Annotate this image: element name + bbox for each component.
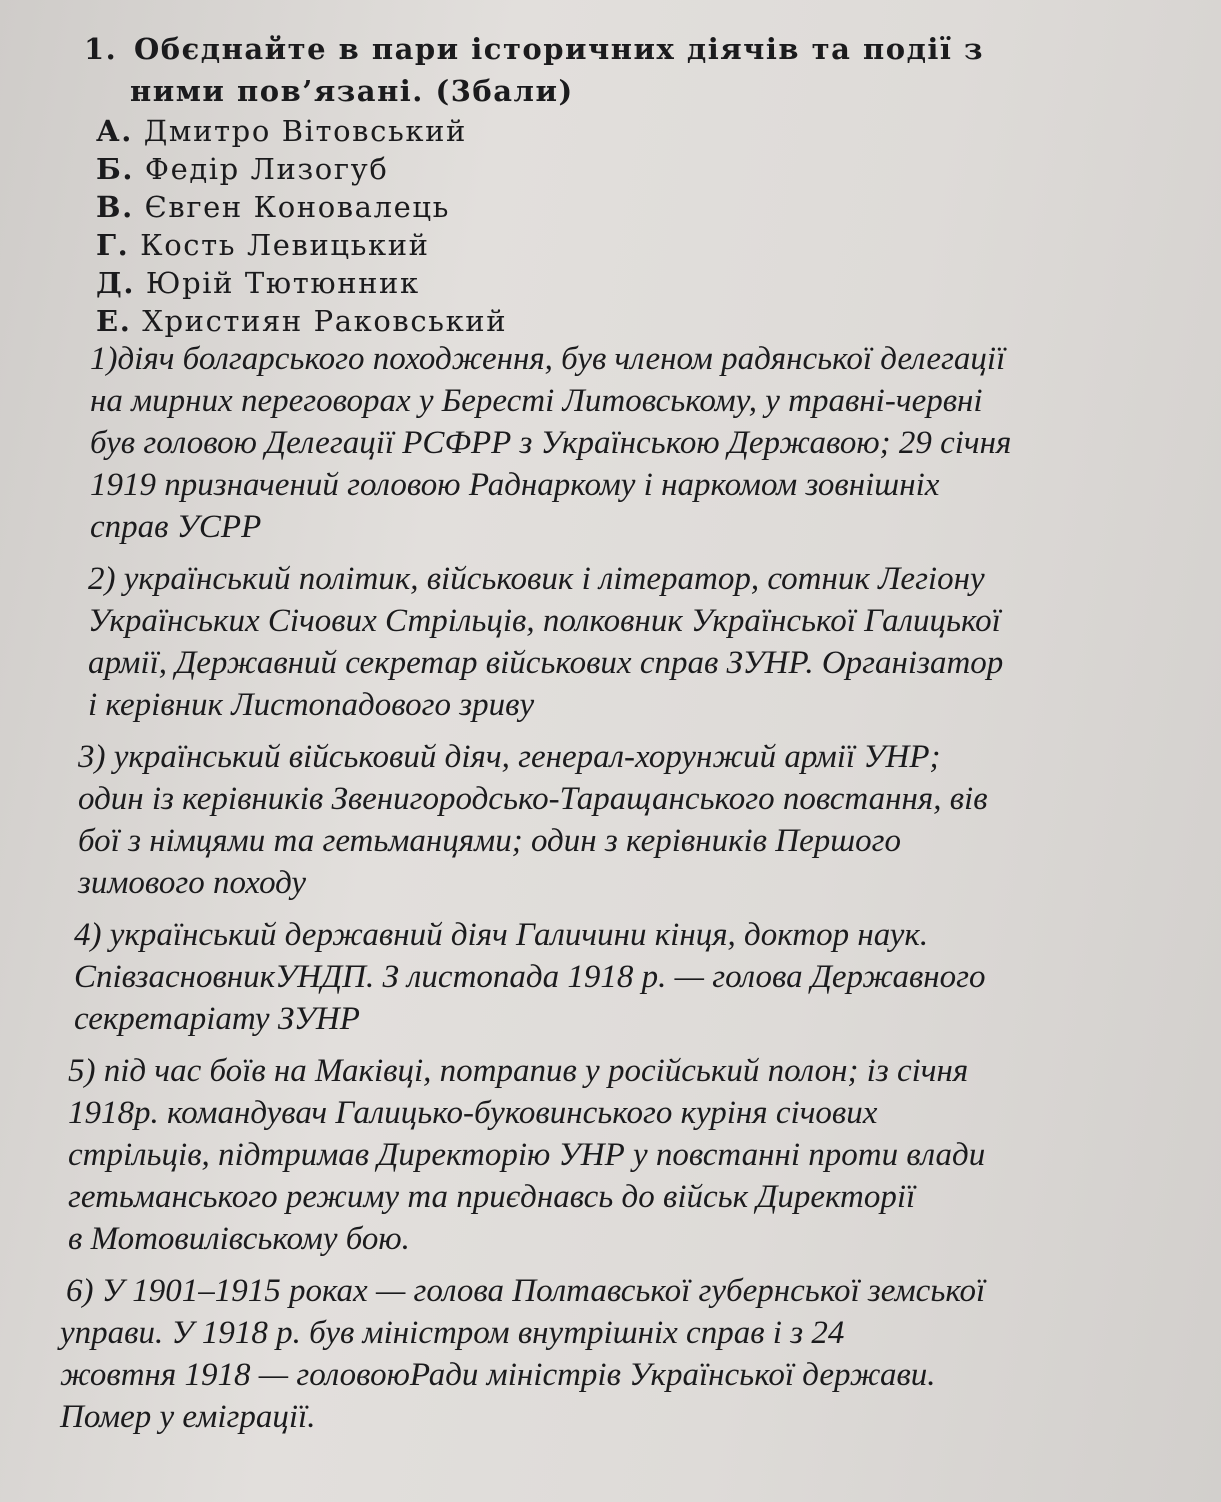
option-letter: Д.	[96, 266, 136, 300]
question-line-2: ними пов’язані. (3бали)	[130, 74, 574, 108]
description-line: був головою Делегації РСФРР з Українською Державою; 29 січня	[90, 425, 1012, 461]
description-5	[68, 1050, 1180, 1260]
description-line: управи. У 1918 р. був міністром внутрішніх справ і з 24	[60, 1315, 845, 1351]
description-1	[90, 338, 1180, 548]
question-heading	[84, 28, 1184, 112]
description-line: 6) У 1901–1915 роках — голова Полтавської губернської земської	[66, 1273, 986, 1309]
description-line: в Мотовилівському бою.	[68, 1221, 410, 1257]
option-letter: В.	[96, 190, 134, 224]
description-line: зимового походу	[78, 865, 307, 901]
option-h	[96, 226, 507, 264]
description-line: стрільців, підтримав Директорію УНР у повстанні проти влади	[68, 1137, 986, 1173]
description-line: бої з німцями та гетьманцями; один з керівників Першого	[78, 823, 902, 859]
description-line: 4) український державний діяч Галичини кінця, доктор наук.	[74, 917, 929, 953]
description-2	[88, 558, 1180, 726]
description-line: один із керівників Звенигородсько-Таращанського повстання, вів	[78, 781, 988, 817]
question-line-1: Обєднайте в пари історичних діячів та події з	[134, 32, 985, 66]
option-name: Юрій Тютюнник	[145, 266, 420, 300]
description-3	[78, 736, 1180, 904]
option-letter: Б.	[96, 152, 135, 186]
option-d	[96, 264, 507, 302]
description-line: 1919 призначений головою Раднаркому і наркомом зовнішніх	[90, 467, 940, 503]
option-name: Кость Левицький	[140, 228, 430, 262]
option-letter: Е.	[96, 304, 132, 338]
option-e	[96, 302, 507, 340]
description-line: і керівник Листопадового зриву	[88, 687, 535, 723]
description-line: Українських Січових Стрільців, полковник Української Галицької	[88, 603, 1001, 639]
option-letter: Г.	[96, 228, 130, 262]
description-4	[74, 914, 1180, 1040]
description-line: справ УСРР	[90, 509, 262, 545]
description-line: жовтня 1918 — головоюРади міністрів Української держави.	[60, 1357, 936, 1393]
option-name: Євген Коновалець	[144, 190, 450, 224]
option-v	[96, 188, 507, 226]
question-number: 1.	[84, 32, 118, 66]
description-6	[60, 1270, 1180, 1438]
description-line: 2) український політик, військовик і літератор, сотник Легіону	[88, 561, 985, 597]
option-name: Дмитро Вітовський	[143, 114, 467, 148]
option-name: Християн Раковський	[142, 304, 508, 338]
option-b	[96, 150, 507, 188]
description-line: 1)діяч болгарського походження, був членом радянської делегації	[90, 341, 1006, 377]
description-line: гетьманського режиму та приєднавсь до військ Директорії	[68, 1179, 916, 1215]
description-line: секретаріату ЗУНР	[74, 1001, 360, 1037]
description-line: армії, Державний секретар військових справ ЗУНР. Організатор	[88, 645, 1004, 681]
description-line: СпівзасновникУНДП. З листопада 1918 р. — голова Державного	[74, 959, 986, 995]
description-line: 5) під час боїв на Маківці, потрапив у російський полон; із січня	[68, 1053, 969, 1089]
person-options-list	[96, 112, 507, 340]
option-a	[96, 112, 507, 150]
description-line: Помер у еміграції.	[60, 1399, 316, 1435]
description-line: на мирних переговорах у Бересті Литовському, у травні-червні	[90, 383, 983, 419]
description-line: 1918р. командувач Галицько-буковинського куріня січових	[68, 1095, 878, 1131]
option-name: Федір Лизогуб	[144, 152, 389, 186]
description-line: 3) український військовий діяч, генерал-хорунжий армії УНР;	[78, 739, 941, 775]
descriptions-list	[60, 338, 1180, 1448]
option-letter: А.	[96, 114, 133, 148]
